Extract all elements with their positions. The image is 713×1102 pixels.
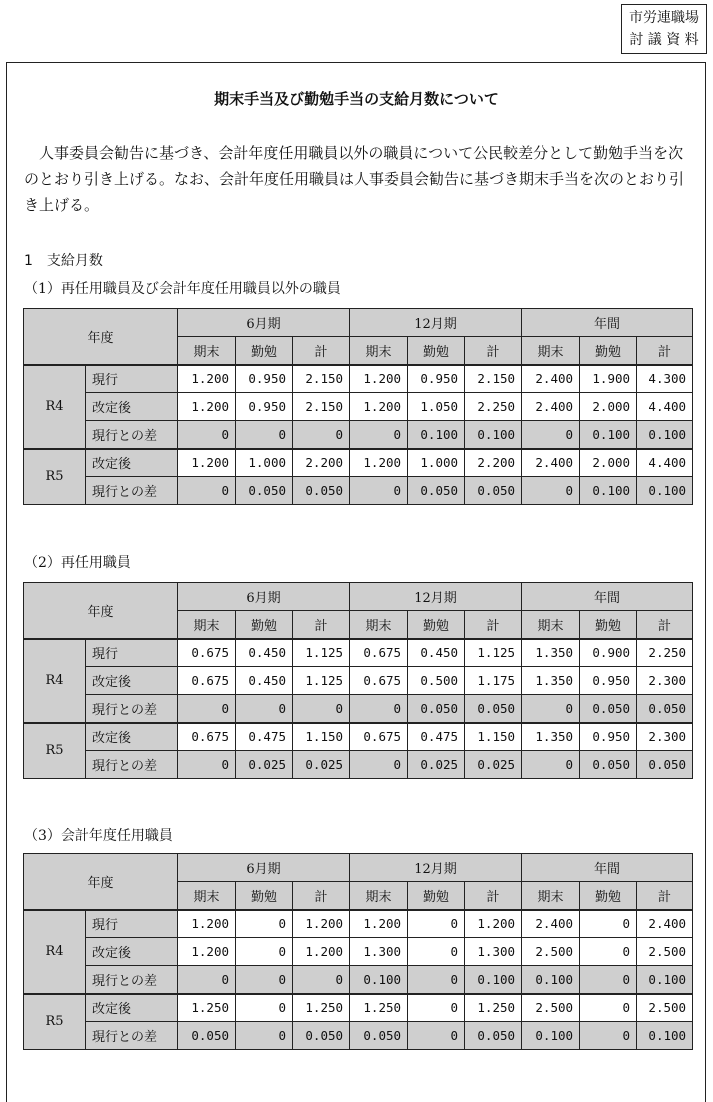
total-header: 計: [465, 337, 522, 365]
row-label-revised: 改定後: [86, 667, 178, 695]
row-label-current: 現行: [86, 910, 178, 938]
value-cell: 1.150: [465, 723, 522, 751]
value-cell: 0: [580, 938, 637, 966]
table-row: [24, 723, 693, 751]
value-cell: 0.675: [178, 639, 236, 667]
value-cell: 4.400: [637, 393, 693, 421]
year-header: 年度: [24, 854, 178, 910]
value-cell: 2.400: [522, 910, 580, 938]
value-cell: 0.050: [580, 751, 637, 779]
value-cell: 2.500: [522, 938, 580, 966]
total-header: 計: [293, 337, 350, 365]
value-cell: 1.250: [293, 994, 350, 1022]
december-period-header: 12月期: [350, 583, 522, 611]
value-cell: 0.100: [637, 421, 693, 449]
row-label-revised: 改定後: [86, 723, 178, 751]
value-cell: 2.200: [465, 449, 522, 477]
value-cell: 2.400: [522, 449, 580, 477]
value-cell: 1.200: [350, 393, 408, 421]
kimatsu-header: 期末: [522, 611, 580, 639]
value-cell: 1.200: [178, 365, 236, 393]
value-cell: 1.175: [465, 667, 522, 695]
row-label-diff: 現行との差: [86, 751, 178, 779]
table-row: [24, 966, 693, 994]
value-cell: 0.050: [350, 1022, 408, 1050]
table-row: [24, 477, 693, 505]
value-cell: 2.150: [293, 393, 350, 421]
june-period-header: 6月期: [178, 854, 350, 882]
value-cell: 0.100: [580, 477, 637, 505]
kimatsu-header: 期末: [350, 611, 408, 639]
intro-paragraph: 人事委員会勧告に基づき、会計年度任用職員以外の職員について公民較差分として勤勉手当を次のとおり引き上げる。なお、会計年度任用職員は人事委員会勧告に基づき期末手当を次のとおり引き上げる。: [24, 144, 685, 214]
value-cell: 1.300: [465, 938, 522, 966]
value-cell: 2.150: [293, 365, 350, 393]
value-cell: 1.200: [465, 910, 522, 938]
table-row: [24, 994, 693, 1022]
annual-header: 年間: [522, 854, 693, 882]
row-label-revised: 改定後: [86, 938, 178, 966]
value-cell: 0.025: [465, 751, 522, 779]
table-row: [24, 751, 693, 779]
value-cell: 1.350: [522, 639, 580, 667]
table-row: [24, 667, 693, 695]
row-label-diff: 現行との差: [86, 695, 178, 723]
year-cell-r5: R5: [24, 723, 86, 779]
value-cell: 0.050: [293, 1022, 350, 1050]
value-cell: 0.675: [350, 723, 408, 751]
value-cell: 0.950: [236, 365, 293, 393]
table-row: [24, 695, 693, 723]
value-cell: 1.900: [580, 365, 637, 393]
value-cell: 2.000: [580, 449, 637, 477]
value-cell: 1.125: [293, 667, 350, 695]
value-cell: 0.950: [408, 365, 465, 393]
kimatsu-header: 期末: [178, 611, 236, 639]
row-label-revised: 改定後: [86, 449, 178, 477]
table-row: [24, 639, 693, 667]
value-cell: 0: [408, 994, 465, 1022]
row-label-diff: 現行との差: [86, 477, 178, 505]
value-cell: 0: [522, 695, 580, 723]
value-cell: 0.450: [236, 667, 293, 695]
value-cell: 0: [408, 1022, 465, 1050]
table-2-caption: （2）再任用職員: [24, 555, 131, 571]
value-cell: 0.900: [580, 639, 637, 667]
table-row: [24, 910, 693, 938]
value-cell: 0: [350, 695, 408, 723]
row-label-diff: 現行との差: [86, 966, 178, 994]
total-header: 計: [465, 611, 522, 639]
value-cell: 0.100: [637, 966, 693, 994]
row-label-diff: 現行との差: [86, 1022, 178, 1050]
kimatsu-header: 期末: [350, 337, 408, 365]
value-cell: 0.050: [236, 477, 293, 505]
total-header: 計: [637, 337, 693, 365]
value-cell: 0.100: [580, 421, 637, 449]
row-label-current: 現行: [86, 639, 178, 667]
table-row: [24, 421, 693, 449]
value-cell: 0: [178, 751, 236, 779]
table-row: [24, 449, 693, 477]
table-1-caption: （1）再任用職員及び会計年度任用職員以外の職員: [24, 281, 341, 297]
value-cell: 0: [178, 966, 236, 994]
value-cell: 2.500: [637, 938, 693, 966]
value-cell: 2.250: [637, 639, 693, 667]
value-cell: 0: [236, 966, 293, 994]
value-cell: 2.400: [637, 910, 693, 938]
value-cell: 2.000: [580, 393, 637, 421]
value-cell: 2.500: [522, 994, 580, 1022]
value-cell: 0.050: [465, 1022, 522, 1050]
row-label-diff: 現行との差: [86, 421, 178, 449]
total-header: 計: [637, 611, 693, 639]
value-cell: 0.950: [580, 723, 637, 751]
value-cell: 0.050: [637, 751, 693, 779]
value-cell: 0.050: [465, 477, 522, 505]
value-cell: 0: [580, 1022, 637, 1050]
value-cell: 1.200: [178, 910, 236, 938]
value-cell: 0: [236, 938, 293, 966]
value-cell: 0: [293, 421, 350, 449]
value-cell: 4.400: [637, 449, 693, 477]
kinben-header: 勤勉: [408, 882, 465, 910]
value-cell: 0.025: [408, 751, 465, 779]
value-cell: 1.350: [522, 667, 580, 695]
value-cell: 0.050: [293, 477, 350, 505]
year-cell-r4: R4: [24, 910, 86, 994]
value-cell: 1.350: [522, 723, 580, 751]
value-cell: 0.050: [465, 695, 522, 723]
value-cell: 0.025: [236, 751, 293, 779]
value-cell: 0.100: [637, 477, 693, 505]
value-cell: 0: [236, 1022, 293, 1050]
value-cell: 0.475: [408, 723, 465, 751]
value-cell: 4.300: [637, 365, 693, 393]
table-row: [24, 938, 693, 966]
value-cell: 0: [580, 910, 637, 938]
kimatsu-header: 期末: [350, 882, 408, 910]
value-cell: 1.000: [408, 449, 465, 477]
value-cell: 0.450: [236, 639, 293, 667]
value-cell: 0: [522, 477, 580, 505]
value-cell: 0: [293, 695, 350, 723]
value-cell: 0.100: [522, 966, 580, 994]
value-cell: 0: [178, 477, 236, 505]
header-row: [24, 583, 693, 611]
kimatsu-header: 期末: [522, 337, 580, 365]
stamp-line-2: 討 議 資 料: [629, 32, 699, 48]
value-cell: 0.100: [408, 421, 465, 449]
value-cell: 1.200: [293, 910, 350, 938]
value-cell: 0.500: [408, 667, 465, 695]
value-cell: 0.675: [350, 639, 408, 667]
value-cell: 0: [178, 695, 236, 723]
value-cell: 0: [580, 966, 637, 994]
value-cell: 0: [522, 421, 580, 449]
total-header: 計: [293, 611, 350, 639]
value-cell: 0: [580, 994, 637, 1022]
row-label-revised: 改定後: [86, 994, 178, 1022]
value-cell: 0.100: [465, 421, 522, 449]
table-row: [24, 1022, 693, 1050]
value-cell: 0: [350, 421, 408, 449]
value-cell: 1.200: [350, 910, 408, 938]
value-cell: 0: [236, 421, 293, 449]
value-cell: 2.400: [522, 365, 580, 393]
value-cell: 1.150: [293, 723, 350, 751]
value-cell: 0: [408, 938, 465, 966]
value-cell: 2.500: [637, 994, 693, 1022]
value-cell: 0.050: [408, 695, 465, 723]
payment-table-1: [23, 308, 693, 505]
kimatsu-header: 期末: [522, 882, 580, 910]
year-cell-r4: R4: [24, 365, 86, 449]
payment-table-2: [23, 582, 693, 779]
header-row: [24, 309, 693, 337]
kimatsu-header: 期末: [178, 337, 236, 365]
kinben-header: 勤勉: [236, 337, 293, 365]
value-cell: 1.200: [350, 449, 408, 477]
total-header: 計: [465, 882, 522, 910]
value-cell: 0: [178, 421, 236, 449]
year-cell-r4: R4: [24, 639, 86, 723]
value-cell: 0: [293, 966, 350, 994]
value-cell: 0: [236, 910, 293, 938]
value-cell: 1.250: [178, 994, 236, 1022]
value-cell: 0: [236, 695, 293, 723]
value-cell: 0.450: [408, 639, 465, 667]
table-row: [24, 365, 693, 393]
value-cell: 1.200: [293, 938, 350, 966]
year-header: 年度: [24, 583, 178, 639]
total-header: 計: [293, 882, 350, 910]
row-label-current: 現行: [86, 365, 178, 393]
value-cell: 0: [408, 966, 465, 994]
payment-table-3: [23, 853, 693, 1050]
value-cell: 0.675: [178, 723, 236, 751]
value-cell: 0.675: [350, 667, 408, 695]
value-cell: 0.675: [178, 667, 236, 695]
value-cell: 1.000: [236, 449, 293, 477]
december-period-header: 12月期: [350, 309, 522, 337]
kinben-header: 勤勉: [408, 337, 465, 365]
value-cell: 0.050: [637, 695, 693, 723]
value-cell: 2.300: [637, 723, 693, 751]
december-period-header: 12月期: [350, 854, 522, 882]
value-cell: 0.100: [522, 1022, 580, 1050]
kinben-header: 勤勉: [580, 337, 637, 365]
value-cell: 2.400: [522, 393, 580, 421]
value-cell: 0.025: [293, 751, 350, 779]
table-row: [24, 393, 693, 421]
value-cell: 0.050: [408, 477, 465, 505]
value-cell: 0.100: [465, 966, 522, 994]
year-cell-r5: R5: [24, 994, 86, 1050]
value-cell: 0.950: [580, 667, 637, 695]
kinben-header: 勤勉: [236, 611, 293, 639]
year-cell-r5: R5: [24, 449, 86, 505]
section-heading: 1 支給月数: [24, 253, 103, 269]
value-cell: 1.250: [350, 994, 408, 1022]
total-header: 計: [637, 882, 693, 910]
value-cell: 2.200: [293, 449, 350, 477]
annual-header: 年間: [522, 309, 693, 337]
value-cell: 1.200: [178, 938, 236, 966]
kinben-header: 勤勉: [408, 611, 465, 639]
value-cell: 1.200: [178, 449, 236, 477]
kinben-header: 勤勉: [580, 611, 637, 639]
value-cell: 2.150: [465, 365, 522, 393]
value-cell: 0: [350, 477, 408, 505]
value-cell: 1.200: [350, 365, 408, 393]
table-3-caption: （3）会計年度任用職員: [24, 828, 173, 844]
kinben-header: 勤勉: [580, 882, 637, 910]
value-cell: 2.250: [465, 393, 522, 421]
value-cell: 1.250: [465, 994, 522, 1022]
value-cell: 0: [522, 751, 580, 779]
value-cell: 0.050: [580, 695, 637, 723]
kinben-header: 勤勉: [236, 882, 293, 910]
value-cell: 2.300: [637, 667, 693, 695]
value-cell: 0.100: [350, 966, 408, 994]
value-cell: 1.300: [350, 938, 408, 966]
june-period-header: 6月期: [178, 309, 350, 337]
value-cell: 0: [350, 751, 408, 779]
document-title: 期末手当及び勤勉手当の支給月数について: [214, 90, 499, 108]
year-header: 年度: [24, 309, 178, 365]
value-cell: 1.050: [408, 393, 465, 421]
value-cell: 0.100: [637, 1022, 693, 1050]
header-row: [24, 854, 693, 882]
document-stamp: [621, 4, 707, 54]
value-cell: 0: [236, 994, 293, 1022]
value-cell: 0: [408, 910, 465, 938]
value-cell: 1.200: [178, 393, 236, 421]
row-label-revised: 改定後: [86, 393, 178, 421]
june-period-header: 6月期: [178, 583, 350, 611]
stamp-line-1: 市労連職場: [629, 10, 699, 26]
annual-header: 年間: [522, 583, 693, 611]
value-cell: 1.125: [293, 639, 350, 667]
value-cell: 1.125: [465, 639, 522, 667]
value-cell: 0.475: [236, 723, 293, 751]
value-cell: 0.050: [178, 1022, 236, 1050]
value-cell: 0.950: [236, 393, 293, 421]
kimatsu-header: 期末: [178, 882, 236, 910]
